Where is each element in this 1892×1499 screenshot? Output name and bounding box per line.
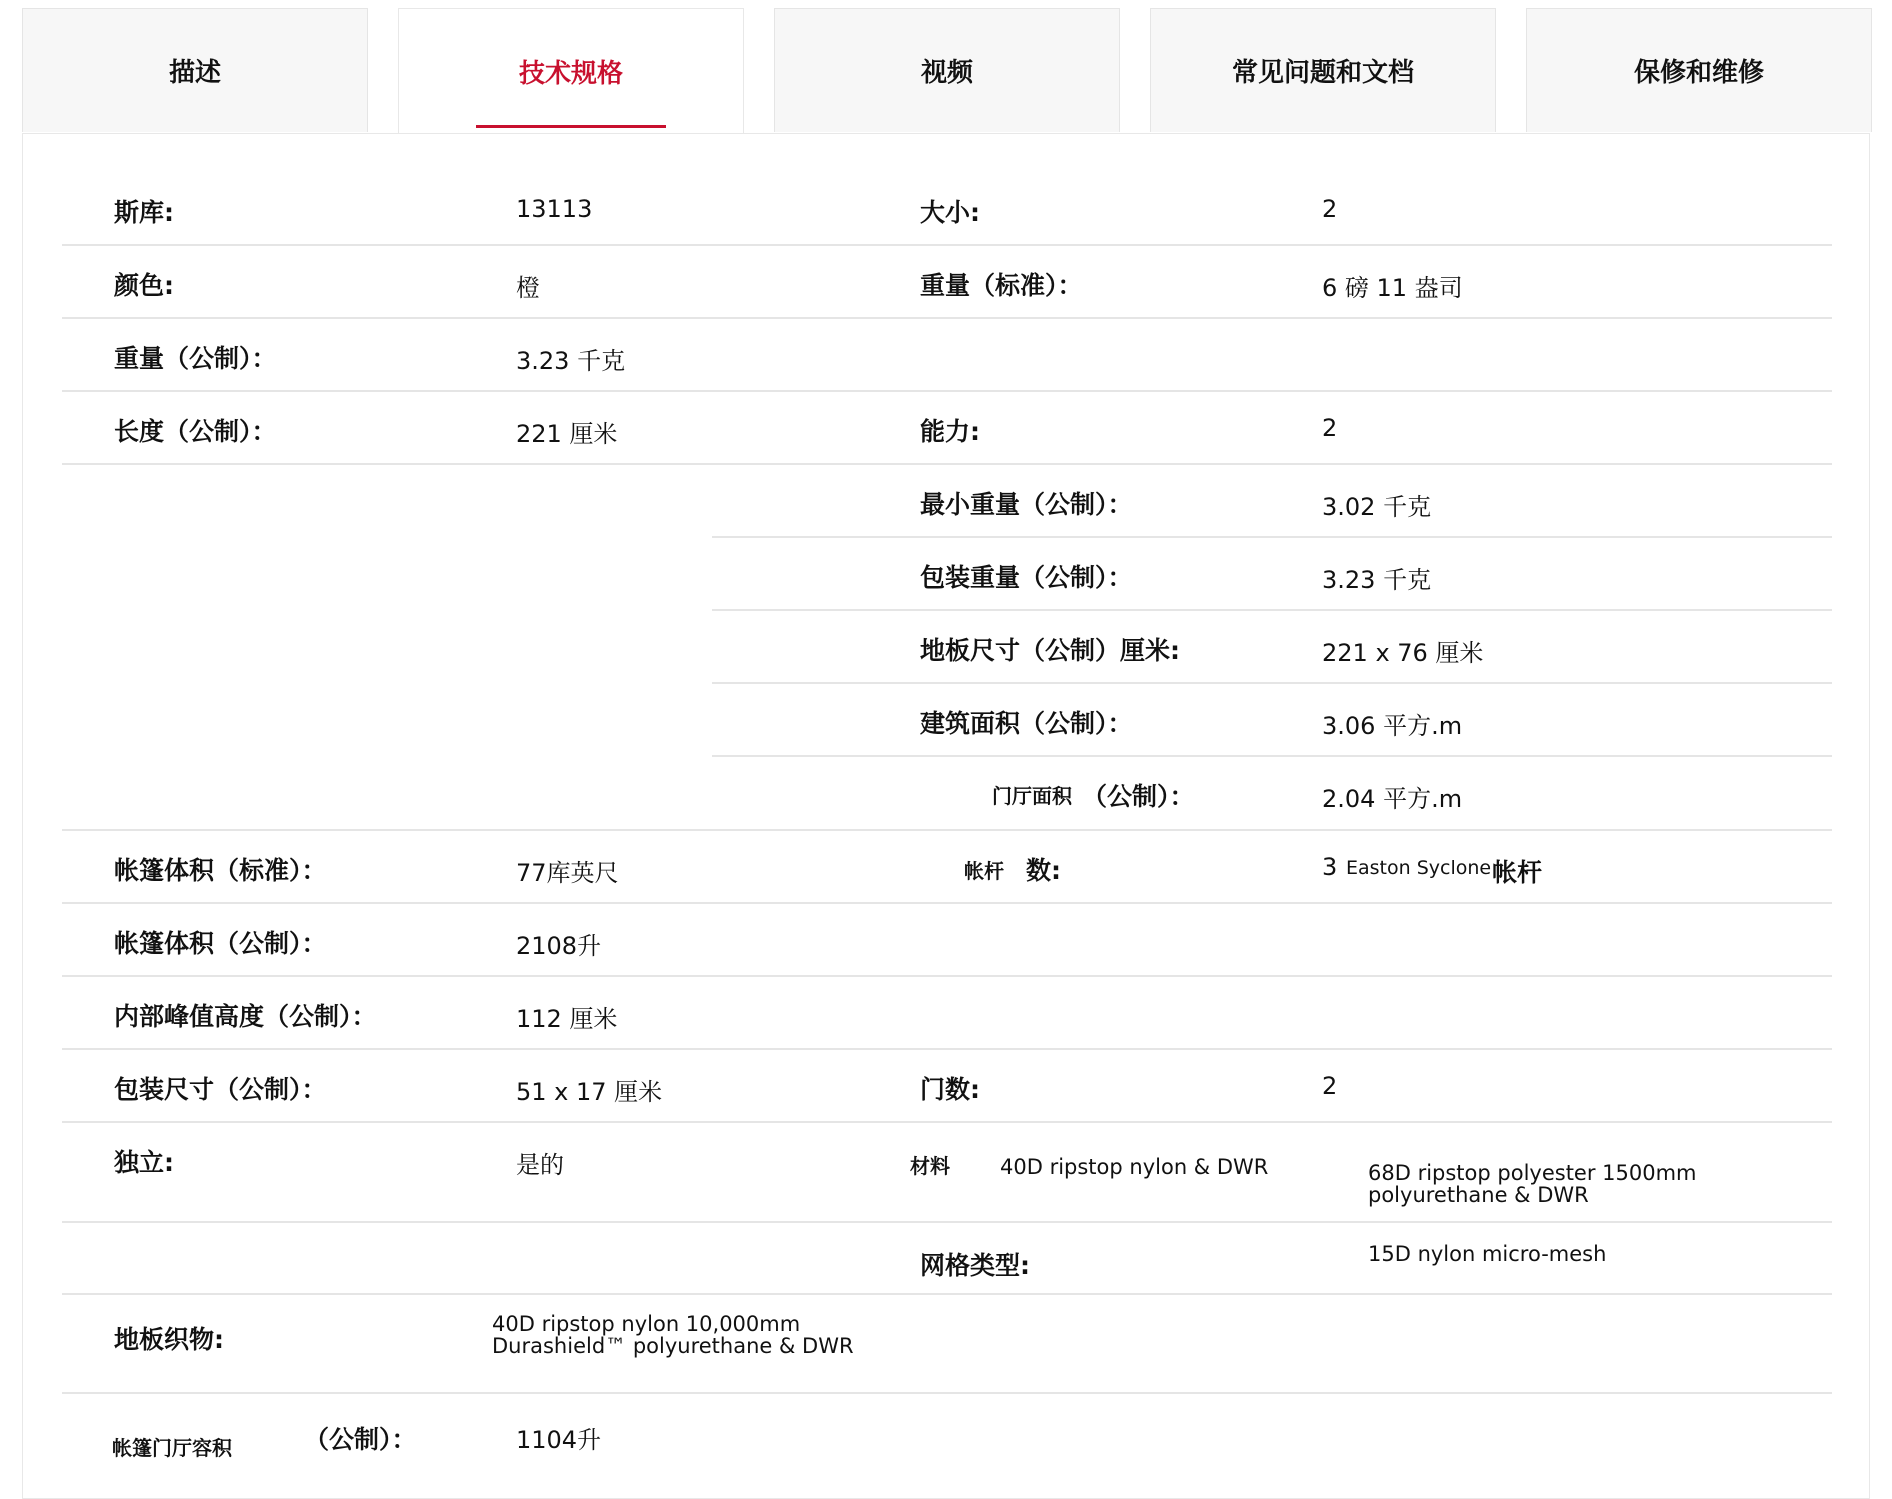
spec-label-vestibule-volume: 帐篷门厅容积	[112, 1436, 232, 1460]
spec-label-min-weight: 最小重量（公制）：	[920, 490, 1133, 519]
spec-label-volume-metric: 帐篷体积（公制）：	[114, 929, 327, 958]
spec-value-material-2: 68D ripstop polyester 1500mm polyurethane & DWR	[1368, 1161, 1697, 1207]
spec-value-sku: 13113	[516, 195, 593, 223]
tab-description[interactable]	[22, 8, 368, 132]
tab-label: 描述	[168, 58, 221, 88]
row-divider	[712, 755, 1832, 757]
spec-value-volume-std: 77库英尺	[516, 859, 619, 887]
spec-label-weight-metric: 重量（公制）：	[114, 344, 277, 373]
spec-label-floor-dimensions: 地板尺寸（公制）厘米:	[920, 636, 1180, 665]
spec-label-doors: 门数:	[920, 1075, 980, 1104]
spec-value-color: 橙	[516, 274, 540, 302]
row-divider	[62, 1221, 1832, 1223]
spec-label-size: 大小:	[920, 198, 980, 227]
spec-label-poles: 帐杆	[964, 859, 1004, 883]
spec-label-floor-fabric: 地板织物:	[114, 1325, 224, 1354]
tab-label: 保修和维修	[1633, 58, 1764, 88]
row-divider	[62, 244, 1832, 246]
spec-label-sku: 斯库:	[114, 198, 174, 227]
spec-value-pack-weight: 3.23 千克	[1322, 566, 1432, 594]
row-divider	[62, 975, 1832, 977]
row-divider	[62, 1293, 1832, 1295]
row-divider	[62, 463, 1832, 465]
spec-label-vestibule-volume-suffix: （公制）：	[304, 1425, 417, 1454]
active-tab-indicator	[476, 125, 666, 128]
spec-value-volume-metric: 2108升	[516, 932, 602, 960]
row-divider	[712, 536, 1832, 538]
spec-value-length-metric: 221 厘米	[516, 420, 618, 448]
spec-label-volume-std: 帐篷体积（标准）：	[114, 856, 327, 885]
tab-warranty-repair[interactable]	[1526, 8, 1872, 132]
tab-label: 常见问题和文档	[1231, 58, 1414, 88]
spec-label-weight-std: 重量（标准）：	[920, 271, 1083, 300]
spec-value-floor-fabric: 40D ripstop nylon 10,000mm Durashield™ polyurethane & DWR	[492, 1312, 854, 1358]
row-divider	[62, 390, 1832, 392]
tab-label: 技术规格	[518, 59, 623, 89]
spec-value-freestanding: 是的	[516, 1151, 564, 1179]
spec-value-mesh: 15D nylon micro-mesh	[1368, 1242, 1607, 1266]
spec-value-weight-metric: 3.23 千克	[516, 347, 626, 375]
spec-label-floor-area: 建筑面积（公制）：	[920, 709, 1133, 738]
spec-label-material: 材料	[910, 1154, 950, 1178]
spec-value-vestibule-volume: 1104升	[516, 1426, 602, 1454]
spec-label-length-metric: 长度（公制）：	[114, 417, 277, 446]
spec-label-color: 颜色:	[114, 271, 174, 300]
spec-label-mesh: 网格类型:	[920, 1251, 1030, 1280]
spec-label-pack-weight: 包装重量（公制）：	[920, 563, 1133, 592]
spec-value-pack-size: 51 x 17 厘米	[516, 1078, 663, 1106]
spec-value-capacity: 2	[1322, 414, 1338, 442]
spec-label-vestibule-area: 门厅面积	[992, 784, 1072, 808]
spec-label-capacity: 能力:	[920, 417, 980, 446]
row-divider	[62, 902, 1832, 904]
spec-label-poles-suffix: 数:	[1026, 856, 1061, 885]
spec-value-size: 2	[1322, 195, 1338, 223]
tab-bar	[0, 0, 1892, 134]
row-divider	[712, 609, 1832, 611]
spec-value-doors: 2	[1322, 1072, 1338, 1100]
spec-value-floor-area: 3.06 平方.m	[1322, 712, 1463, 740]
spec-value-poles-count: 3	[1322, 853, 1338, 881]
spec-value-material-1: 40D ripstop nylon & DWR	[1000, 1155, 1269, 1179]
row-divider	[712, 682, 1832, 684]
row-divider	[62, 317, 1832, 319]
tab-videos[interactable]	[774, 8, 1120, 132]
spec-value-weight-std: 6 磅 11 盎司	[1322, 274, 1463, 302]
spec-label-vestibule-area-suffix: （公制）：	[1082, 782, 1195, 811]
spec-label-freestanding: 独立:	[114, 1148, 174, 1177]
spec-value-peak-height: 112 厘米	[516, 1005, 618, 1033]
row-divider	[62, 829, 1832, 831]
spec-value-floor-dimensions: 221 x 76 厘米	[1322, 639, 1484, 667]
tab-faq-docs[interactable]	[1150, 8, 1496, 132]
spec-value-poles-suffix: 帐杆	[1492, 858, 1543, 887]
row-divider	[62, 1121, 1832, 1123]
spec-value-poles-model: Easton Syclone	[1346, 857, 1492, 879]
row-divider	[62, 1392, 1832, 1394]
spec-value-min-weight: 3.02 千克	[1322, 493, 1432, 521]
spec-label-peak-height: 内部峰值高度（公制）：	[114, 1002, 377, 1031]
spec-value-vestibule-area: 2.04 平方.m	[1322, 785, 1463, 813]
row-divider	[62, 1048, 1832, 1050]
tab-label: 视频	[920, 58, 973, 88]
tab-specs[interactable]	[398, 8, 744, 134]
spec-label-pack-size: 包装尺寸（公制）：	[114, 1075, 327, 1104]
